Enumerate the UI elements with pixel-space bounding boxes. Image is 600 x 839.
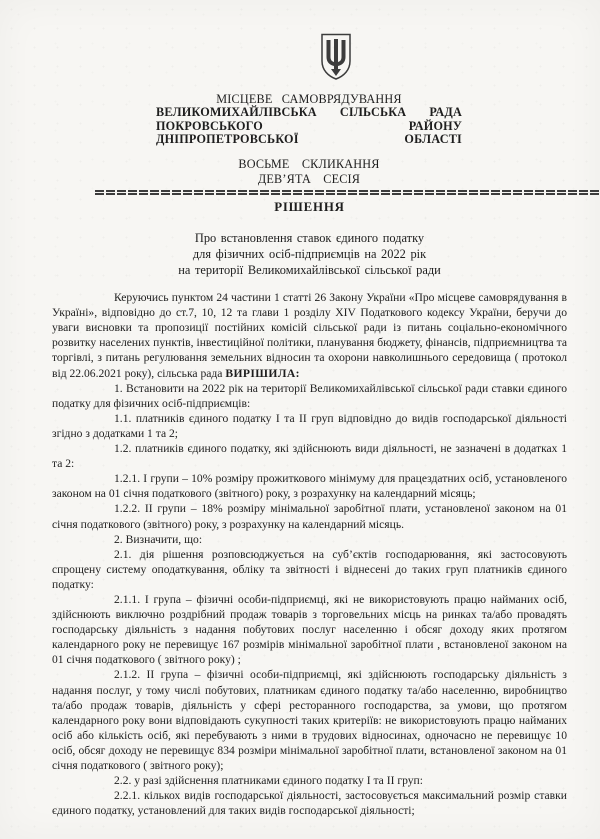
region-name: ДНІПРОПЕТРОВСЬКОЇ [156,132,299,147]
separator-stripe [95,193,600,195]
title-line: на території Великомихайлівської сільської ради [178,263,441,278]
document-title [52,230,567,278]
decree-item-2-2: 2.2. у разі здійснення платниками єдиного податку І та ІІ груп: [114,774,423,788]
letterhead-authority: МІСЦЕВЕ САМОВРЯДУВАННЯ [216,92,402,106]
decree-body [52,200,567,818]
resolved-word: ВИРІШИЛА: [225,366,300,380]
letterhead-region [156,133,462,146]
session-line: ДЕВ’ЯТА СЕСІЯ [257,171,361,186]
council-word: РАДА [429,105,462,120]
council-word: ВЕЛИКОМИХАЙЛІВСЬКА [156,105,317,120]
separator-stripe [95,190,600,192]
intro-text: Керуючись пунктом 24 частини 1 статті 26 Закону України «Про місцеве самоврядування в Україні», відповідно до ст.7, 10, 12 та глави 1 розділу XIV Податкового кодексу України, беручи до уваги висновки та пропозиції постійних комісій сільської ради із питань соціально-економічного розвитку населених пунктів, інвестиційної політики, планування бюджету, фінансів, підприємництва та торгівлі, з питань регулювання земельних відносин та охорони навколишнього середовища ( протокол від 22.06.2021 року), сільська рада [52,291,567,380]
council-word: СІЛЬСЬКА [339,105,407,120]
decree-item-2: 2. Визначити, що: [114,532,203,546]
decree-item-1-2-1: 1.2.1. І групи – 10% розміру прожиткового мінімуму для працездатних осіб, установленого законом на 01 січня податкового (звітного) року, з розрахунку на календарний місяць; [52,472,567,501]
decree-item-1-1: 1.1. платників єдиного податку І та ІІ груп відповідно до видів господарської діяльності згідно з додатками 1 та 2; [52,411,567,440]
decree-item-2-1-1: 2.1.1. І група – фізичні особи-підприємці, які не використовують працю найманих осіб, здійснюють виключно роздрібний продаж товарів з торговельних місць на ринках та/або провадять господарську діяльність з надання побутових послуг населенню і обсяг доходу яких протягом календарного року не перевищує 167 розмірів мінімальної заробітної плати , встановленої законом на 01 січня податкового ( звітного року) ; [52,592,567,667]
decree-item-1: 1. Встановити на 2022 рік на території Великомихайлівської сільської ради ставки єдиного податку для фізичних осіб-підприємців: [52,381,567,410]
intro-paragraph [52,290,567,381]
letterhead-council-name [156,106,462,119]
session-block [156,157,462,186]
decree-item-2-1-2: 2.1.2. ІІ група – фізичні особи-підприємці, які здійснюють господарську діяльність з надання послуг, у тому числі побутових, платникам єдиного податку та/або населенню, виробництво та/або продаж товарів, діяльність у сфері ресторанного господарства, за умови, що протягом календарного року вони відповідають сукупності таких критеріїв: не використовують працю найманих осіб або кількість осіб, які перебувають з ними в трудових відносинах, одночасно не перевищує 10 осіб, обсяг доходу не перевищує 834 розміри мінімальної заробітної плати, встановленої законом на 01 січня податкового ( звітного року); [52,668,567,772]
decree-item-2-2-1: 2.2.1. кількох видів господарської діяльності, застосовується максимальний розмір ставки єдиного податку, установлений для таких видів господарської діяльності; [52,789,567,818]
decree-item-2-1: 2.1. дія рішення розповсюджується на суб’єктів господарювання, які застосовують спрощену систему оподаткування, обліку та звітності і віднесені до таких груп платників єдиного податку: [52,547,567,591]
convocation-line: ВОСЬМЕ СКЛИКАННЯ [238,157,380,171]
ukraine-trident-icon [320,33,352,81]
region-word: ОБЛАСТІ [404,132,462,147]
decree-item-1-2: 1.2. платників єдиного податку, які здійснюють види діяльності, не зазначені в додатках 1 та 2: [52,442,567,471]
letterhead [156,93,462,147]
title-line: для фізичних осіб-підприємців на 2022 рік [192,247,427,262]
district-name: ПОКРОВСЬКОГО [156,118,263,133]
decree-item-1-2-2: 1.2.2. ІІ групи – 18% розміру мінімальної заробітної плати, установленої законом на 01 січня податкового (звітного) року, з розрахунку на календарний місяць. [52,502,567,531]
letterhead-district [156,120,462,133]
title-line: Про встановлення ставок єдиного податку [194,231,425,246]
document-type-heading: РІШЕННЯ [274,200,345,214]
district-word: РАЙОНУ [408,118,462,133]
separator-line [95,190,600,196]
